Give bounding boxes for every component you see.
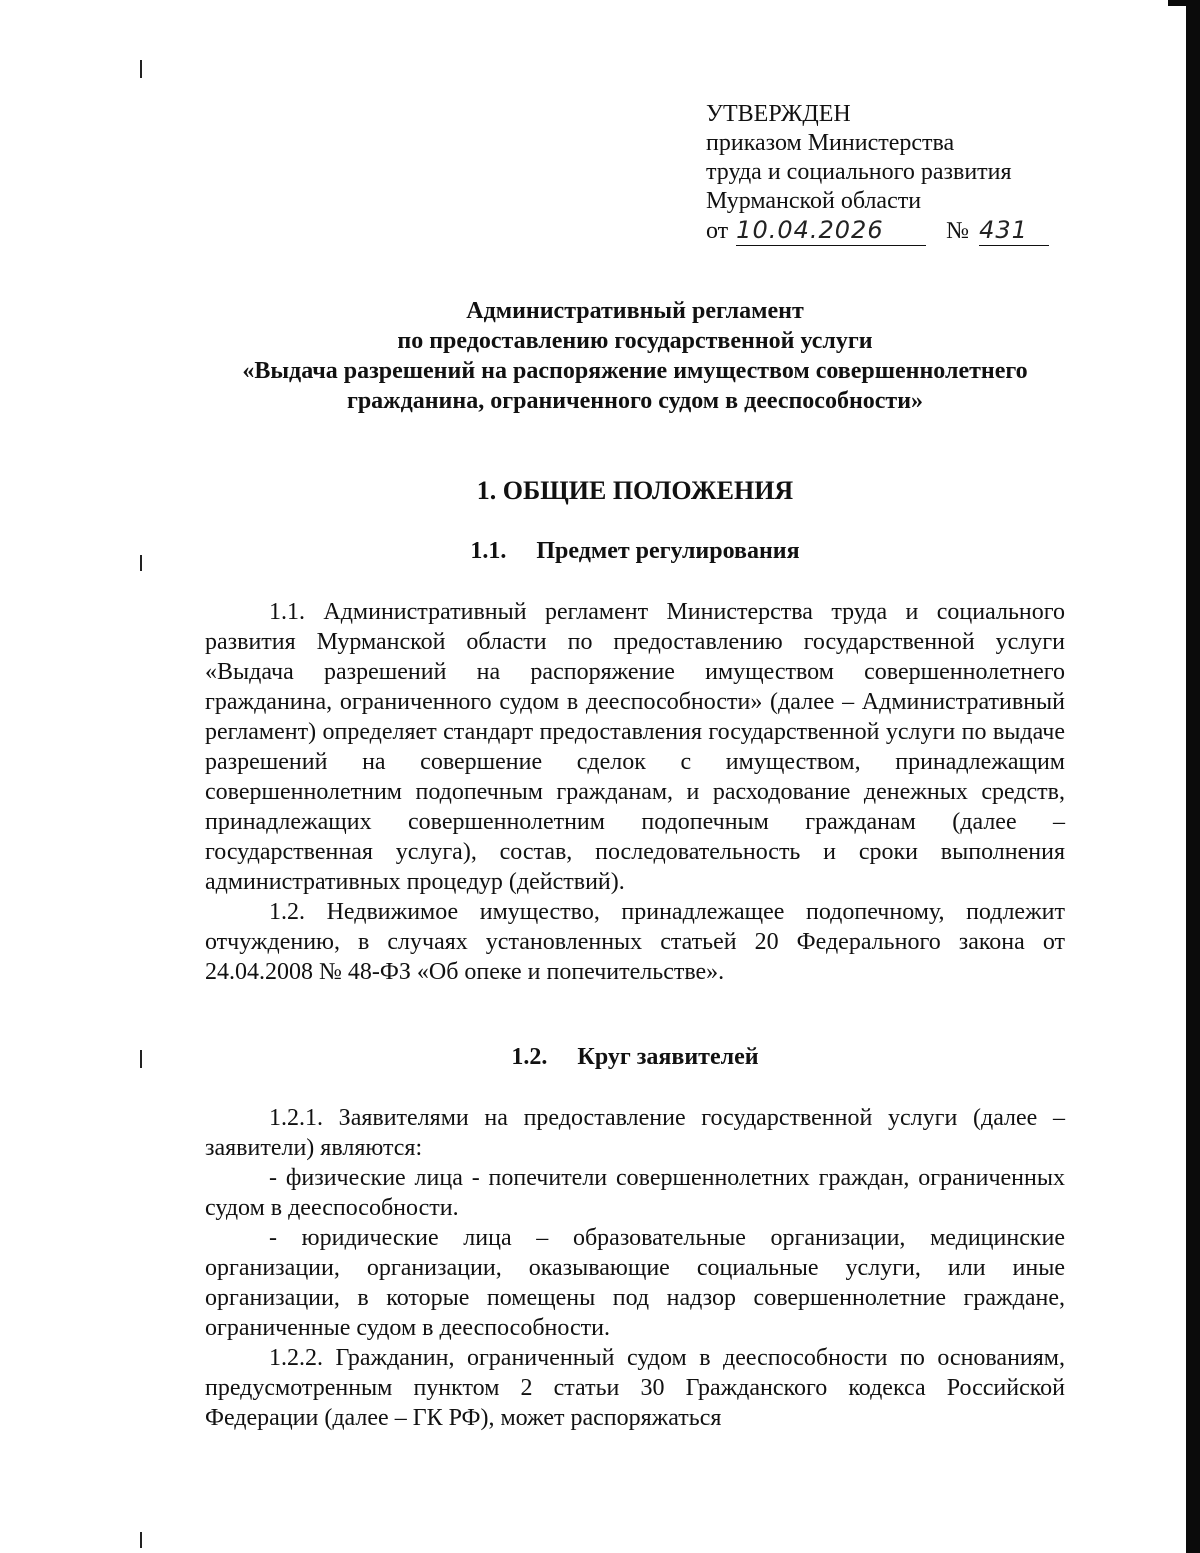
subsection-body <box>205 1103 1065 1433</box>
title-line: гражданина, ограниченного судом в дееспособности» <box>346 388 924 414</box>
approval-date-line <box>706 216 1066 246</box>
title-line: по предоставлению государственной услуги <box>397 328 873 354</box>
paragraph: 1.1. Административный регламент Министерства труда и социального развития Мурманской области по предоставлению государственной услуги «Выдача разрешений на распоряжение имуществом совершеннолетнего гражданина, ограниченного судом в дееспособности» (далее – Административный регламент) определяет стандарт предоставления государственной услуги по выдаче разрешений на совершение сделок с имуществом, принадлежащим совершеннолетним подопечным гражданам, и расходование денежных средств, принадлежащих совершеннолетним подопечным гражданам (далее – государственная услуга), состав, последовательность и сроки выполнения административных процедур (действий). <box>205 599 1065 895</box>
section-heading: 1. ОБЩИЕ ПОЛОЖЕНИЯ <box>476 476 794 505</box>
subsection-heading <box>200 538 1070 565</box>
handwritten-number: 431 <box>979 216 1049 246</box>
scan-border-top-right <box>1168 0 1186 6</box>
number-label: № <box>946 218 970 244</box>
subsection-body <box>205 597 1065 987</box>
binding-mark <box>140 555 142 571</box>
date-prefix: от <box>706 218 729 244</box>
approval-ministry-line: труда и социального развития <box>706 159 1012 185</box>
title-line: Административный регламент <box>466 298 804 324</box>
paragraph: - физические лица - попечители совершеннолетних граждан, ограниченных судом в дееспособности. <box>205 1165 1065 1221</box>
binding-mark <box>140 1050 142 1068</box>
document-title <box>200 296 1070 416</box>
paragraph: 1.2.2. Гражданин, ограниченный судом в дееспособности по основаниям, предусмотренным пунктом 2 статьи 30 Гражданского кодекса Российской Федерации (далее – ГК РФ), может распоряжаться <box>205 1345 1065 1431</box>
approval-order-line: приказом Министерства <box>706 130 955 156</box>
binding-mark <box>140 60 142 78</box>
binding-mark <box>140 1532 142 1548</box>
subsection-heading <box>200 1044 1070 1071</box>
title-line: «Выдача разрешений на распоряжение имуществом совершеннолетнего <box>242 358 1028 384</box>
subsection-title: Предмет регулирования <box>536 538 800 564</box>
subsection-number: 1.1. <box>470 538 507 564</box>
subsection-number: 1.2. <box>511 1044 548 1070</box>
approval-heading: УТВЕРЖДЕН <box>706 101 851 127</box>
paragraph: 1.2. Недвижимое имущество, принадлежащее подопечному, подлежит отчуждению, в случаях установленных статьей 20 Федерального закона от 24.04.2008 № 48-ФЗ «Об опеке и попечительстве». <box>205 899 1065 985</box>
handwritten-date: 10.04.2026 <box>736 216 926 246</box>
scan-border-right <box>1186 0 1200 1553</box>
approval-region-line: Мурманской области <box>706 188 922 214</box>
subsection-title: Круг заявителей <box>577 1044 759 1070</box>
approval-block <box>706 100 1066 246</box>
paragraph: - юридические лица – образовательные организации, медицинские организации, организации, оказывающие социальные услуги, или иные организации, в которые помещены под надзор совершеннолетние граждане, ограниченные судом в дееспособности. <box>205 1225 1065 1341</box>
paragraph: 1.2.1. Заявителями на предоставление государственной услуги (далее – заявители) являются: <box>205 1105 1065 1161</box>
